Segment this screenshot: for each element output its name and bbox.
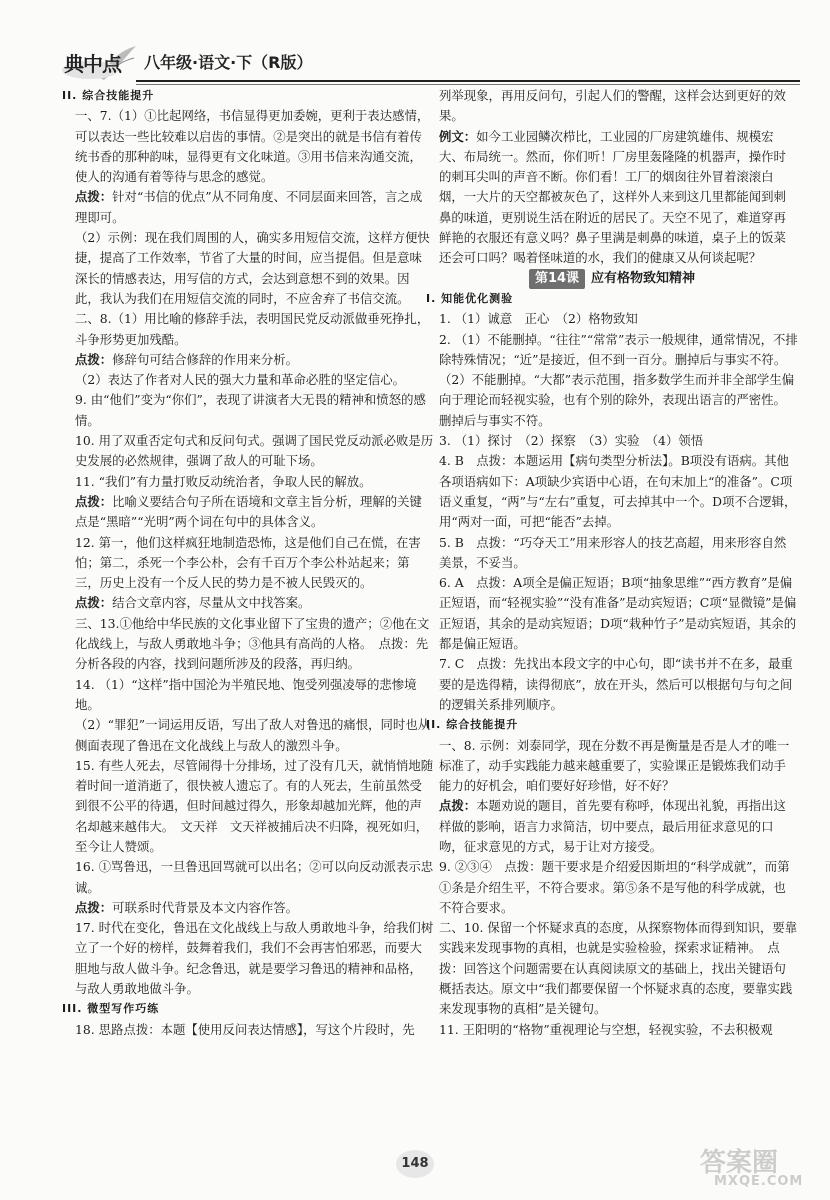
answer-item (426, 431, 798, 451)
answer-item (426, 796, 798, 857)
answer-text: 11. “我们”有力量打败反动统治者，争取人民的解放。 (75, 473, 372, 489)
answer-item (62, 857, 434, 898)
answer-item (426, 86, 798, 127)
answer-text: 针对“书信的优点”从不同角度、不同层面来回答，言之成理即可。 (75, 189, 423, 225)
answer-text: （2）不能删掉。“大都”表示范围，指多数学生而并非全部学生偏向于理论而轻视实验，也有个别的除外，表现出语言的严密性。删掉后与事实不符。 (439, 372, 795, 428)
lesson-title (426, 269, 798, 289)
header-divider-thin (136, 84, 800, 85)
lesson-badge: 第14课 (529, 269, 585, 289)
answer-item (426, 533, 798, 574)
answer-text: 三、13.①他给中华民族的文化事业留下了宝贵的遗产；②他在文化战线上，与敌人勇敢地斗争；③他具有高尚的人格。 点拨：先分析各段的内容，找到问题所涉及的段落，再归纳。 (75, 615, 430, 672)
answer-text: 本题劝说的题目，首先要有称呼，体现出礼貌，再指出这样做的影响，语言力求简洁，切中要点，最后用征求意见的口吻，征求意见的方式，易于让对方接受。 (439, 798, 786, 854)
answer-text: 7. C 点拨：先找出本段文字的中心句，即“读书并不在多，最重要的是选得精，读得彻底”，放在开头，然后可以根据句与句之间的逻辑关系排列顺序。 (439, 656, 793, 712)
answer-item (62, 614, 434, 675)
answer-text: （2）示例：现在我们周围的人，确实多用短信交流，这样方便快捷，提高了工作效率，节省了大量的时间，应当提倡。但是意味深长的情感表达，用写信的方式，会达到意想不到的效果。因此，我认为我们在用短信交流的同时，不应舍弃了书信交流。 (75, 230, 430, 306)
answer-item (62, 533, 434, 594)
answer-text: 一、7.（1）①比起网络，书信显得更加委婉，更利于表达感情，可以表达一些比较难以启齿的事情。②是突出的就是书信有着传统书香的那种韵味，显得更有文化味道。③用书信来沟通交流，使人的沟通有着等待与思念的感觉。 (75, 108, 430, 185)
answer-text: 如今工业园鳞次栉比，工业园的厂房建筑雄伟、规模宏大、布局统一。然而，你们听！厂房里轰隆隆的机器声，操作时的刺耳尖叫的声音不断。你们看！工厂的烟囱往外冒着滚滚白烟，一大片的天空都被灰色了，这样外人来到这几里都能闻到刺鼻的味道，更别说生活在附近的居民了。天空不见了，难道穿再鲜艳的衣服还有意义吗？鼻子里满是刺鼻的味道，桌子上的饭菜还会可口吗？喝着怪味道的水，我们的健康又从何谈起呢？ (439, 128, 786, 266)
section-heading (426, 289, 798, 309)
answer-text: 4. B 点拨：本题运用【病句类型分析法】。B项没有语病。其他各项语病如下：A项缺少宾语中心语，在句末加上“的准备”。C项语义重复，“两”与“左右”重复，可去掉其中一个。D项不合逻辑，用“两对一面，可把“能否”去掉。 (439, 453, 797, 530)
answer-item (426, 736, 798, 797)
answer-item (426, 654, 798, 715)
section-heading (62, 999, 434, 1019)
answer-text: （2）“罪犯”一词运用反语，写出了敌人对鲁迅的痛恨，同时也从侧面表现了鲁迅在文化战线上与敌人的激烈斗争。 (75, 717, 431, 753)
lesson-name: 应有格物致知精神 (591, 270, 696, 286)
answer-keyword: 点拨： (75, 595, 113, 611)
answer-item (62, 370, 434, 390)
answer-item (62, 715, 434, 756)
answer-item (62, 918, 434, 999)
answer-item (62, 472, 434, 492)
answer-item (426, 573, 798, 654)
answer-item (62, 675, 434, 716)
answer-keyword: 点拨： (75, 189, 113, 205)
answer-item (426, 309, 798, 329)
answer-text: 一、8. 示例：刘泰同学，现在分数不再是衡量是否是人才的唯一标准了，动手实践能力越来越重要了，实验课正是锻炼我们动手能力的好机会，咱们要好好珍惜，好不好？ (439, 737, 790, 794)
answer-item (426, 918, 798, 1019)
answer-item (62, 106, 434, 187)
section-heading-text: II. 综合技能提升 (62, 89, 155, 102)
answer-text: 16. ①骂鲁迅，一旦鲁迅回骂就可以出名；②可以向反动派表示忠诚。 (75, 859, 434, 895)
logo-text: 典中点 (64, 52, 121, 76)
answer-item (62, 1020, 434, 1040)
answer-item (62, 898, 434, 918)
answer-item (62, 492, 434, 533)
answer-text: 17. 时代在变化，鲁迅在文化战线上与敌人勇敢地斗争，给我们树立了一个好的榜样，鼓舞着我们，我们不会再害怕邪恶，而要大胆地与敌人做斗争。纪念鲁迅，就是要学习鲁迅的精神和品格，与敌人勇敢地做斗争。 (75, 920, 434, 997)
answer-text: 1. （1）诚意 正心 （2）格物致知 (439, 311, 638, 327)
section-heading (62, 86, 434, 106)
right-column (426, 86, 798, 1146)
logo (60, 40, 138, 82)
answer-text: 2. （1）不能删掉。“往往”“常常”表示一般规律，通常情况，不排除特殊情况；“近”是接近，但不到一百分。删掉后与事实不符。 (439, 331, 798, 367)
answer-text: 修辞句可结合修辞的作用来分析。 (112, 351, 299, 367)
watermark-logo (690, 1138, 824, 1194)
answer-keyword: 点拨： (75, 899, 113, 915)
answer-item (426, 1020, 798, 1040)
answer-keyword: 点拨： (75, 351, 113, 367)
answer-item (62, 228, 434, 309)
answer-text: 结合文章内容，尽量从文中找答案。 (112, 595, 311, 611)
answer-text: 列举现象，再用反问句，引起人们的警醒，这样会达到更好的效果。 (439, 88, 786, 124)
answer-item (62, 431, 434, 472)
answer-text: 比喻义要结合句子所在语境和文章主旨分析，理解的关键点是“黑暗”“光明”两个词在句中的具体含义。 (75, 493, 422, 530)
watermark-text: 答案圈 (700, 1148, 779, 1178)
section-heading-text: I. 知能优化测验 (426, 291, 514, 305)
answer-item (426, 127, 798, 269)
answer-item (426, 857, 798, 918)
answer-text: 10. 用了双重否定句式和反问句式。强调了国民党反动派必败是历史发展的必然规律，强调了敌人的可耻下场。 (75, 433, 434, 469)
answer-text: 二、10. 保留一个怀疑求真的态度，从探察物体而得到知识，要靠实践来发现事物的真相，也就是实验检验，探索求证精神。 点拨：回答这个问题需要在认真阅读原文的基础上，找出关键语句概括表达。原文中“我们都要保留一个怀疑求真的态度，要靠实践来发现事物的真相”是关键句。 (439, 920, 798, 1017)
answer-item (62, 350, 434, 370)
answer-item (62, 593, 434, 613)
page-number: 148 (396, 1150, 434, 1178)
book-title: 八年级·语文·下（R版） (144, 53, 313, 72)
header-divider (136, 80, 800, 82)
left-column (62, 86, 434, 1146)
answer-text: 5. B 点拨：“巧夺天工”用来形容人的技艺高超，用来形容自然美景，不妥当。 (439, 534, 787, 570)
answer-text: 可联系时代背景及本文内容作答。 (112, 899, 299, 915)
answer-item (426, 451, 798, 532)
answer-text: 11. 王阳明的“格物”重视理论与空想，轻视实验，不去积极观 (439, 1021, 773, 1037)
answer-text: 6. A 点拨：A项全是偏正短语；B项“抽象思维”“西方教育”是偏正短语，而“轻视实验”“没有准备”是动宾短语；C项“显微镜”是偏正短语，其余的是动宾短语；D项“栽种竹子”是动宾短语，其余的都是偏正短语。 (439, 575, 797, 652)
watermark-url: MXQE.COM (714, 1174, 804, 1189)
answer-text: 9. ②③④ 点拨：题干要求是介绍爱因斯坦的“科学成就”，而第①条是介绍生平，不符合要求。第⑤条不是写他的科学成就，也不符合要求。 (439, 859, 790, 915)
answer-text: 15. 有些人死去，尽管闹得十分排场，过了没有几天，就悄悄地随着时间一道消逝了，很快被人遗忘了。有的人死去，生前虽然受到很不公平的待遇，但时间越过得久，形象却越加光辉，他的声名却越来越伟大。 文天祥 文天祥被捕后决不归降，视死如归，至今让人赞颂。 (75, 757, 434, 854)
answer-text: 9. 由“他们”变为“你们”，表现了讲演者大无畏的精神和愤怒的感情。 (75, 392, 426, 428)
answer-item (426, 330, 798, 371)
answer-item (62, 390, 434, 431)
section-heading-text: II. 综合技能提升 (426, 718, 519, 732)
answer-text: 12. 第一，他们这样疯狂地制造恐怖，这是他们自己在慌，在害怕；第二，杀死一个李公朴，会有千百万个李公朴站起来；第三，历史上没有一个反人民的势力是不被人民毁灭的。 (75, 534, 421, 591)
answer-keyword: 点拨： (439, 798, 477, 814)
answer-text: 18. 思路点拨：本题【使用反问表达情感】，写这个片段时，先 (75, 1021, 415, 1037)
answer-item (426, 370, 798, 431)
section-heading-text: III. 微型写作巧练 (62, 1002, 160, 1016)
answer-text: 3. （1）探讨 （2）探察 （3）实验 （4）领悟 (439, 433, 704, 449)
answer-text: 14. （1）“这样”指中国沦为半殖民地、饱受列强凌辱的悲惨境地。 (75, 676, 417, 712)
section-heading (426, 715, 798, 735)
answer-item (62, 187, 434, 228)
answer-item (62, 309, 434, 350)
answer-keyword: 例文： (439, 128, 477, 144)
answer-keyword: 点拨： (75, 493, 113, 509)
answer-text: 二、8.（1）用比喻的修辞手法，表明国民党反动派做垂死挣扎，斗争形势更加残酷。 (75, 311, 430, 347)
answer-text: （2）表达了作者对人民的强大力量和革命必胜的坚定信心。 (75, 372, 406, 388)
answer-item (62, 756, 434, 857)
